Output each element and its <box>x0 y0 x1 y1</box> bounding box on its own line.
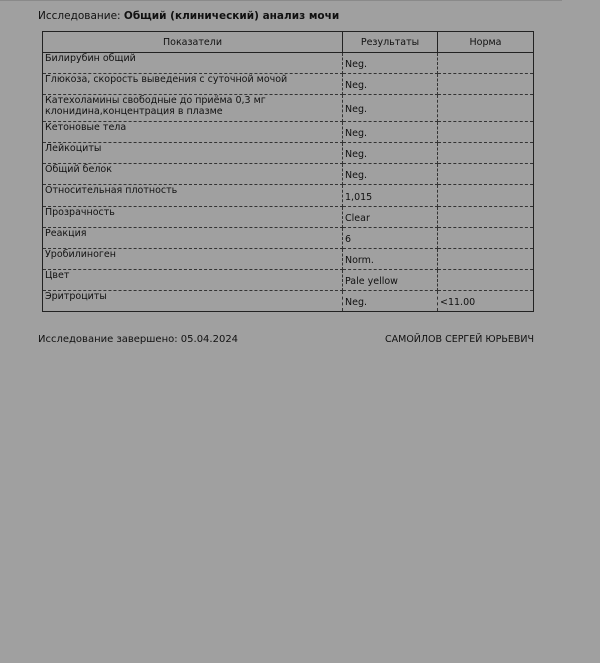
result-cell: Neg. <box>343 122 438 143</box>
table-row <box>43 249 534 270</box>
study-label: Исследование: <box>38 10 121 22</box>
result-cell: Neg. <box>343 143 438 164</box>
result-cell: Clear <box>343 207 438 228</box>
indicator-cell: Лейкоциты <box>43 143 343 164</box>
result-cell: Norm. <box>343 249 438 270</box>
norm-cell: <11.00 <box>438 291 534 312</box>
norm-cell <box>438 143 534 164</box>
norm-cell <box>438 95 534 122</box>
indicator-cell: Цвет <box>43 270 343 291</box>
norm-cell <box>438 228 534 249</box>
norm-cell <box>438 53 534 74</box>
completion-date: Исследование завершено: 05.04.2024 <box>38 334 239 345</box>
norm-cell <box>438 122 534 143</box>
norm-cell <box>438 270 534 291</box>
indicator-cell: Эритроциты <box>43 291 343 312</box>
indicator-cell: Кетоновые тела <box>43 122 343 143</box>
header-results: Результаты <box>343 32 438 53</box>
result-cell: Neg. <box>343 164 438 185</box>
norm-cell <box>438 164 534 185</box>
table-row <box>43 122 534 143</box>
indicator-cell: Билирубин общий <box>43 53 343 74</box>
norm-cell <box>438 185 534 207</box>
result-cell: Neg. <box>343 291 438 312</box>
table-row <box>43 270 534 291</box>
table-row <box>43 95 534 122</box>
table-row <box>43 228 534 249</box>
indicator-cell: Реакция <box>43 228 343 249</box>
result-cell: 1,015 <box>343 185 438 207</box>
result-cell: Pale yellow <box>343 270 438 291</box>
indicator-cell: Глюкоза, скорость выведения с суточной мочой <box>43 74 343 95</box>
indicator-cell: Общий белок <box>43 164 343 185</box>
header-norm: Норма <box>438 32 534 53</box>
table-row <box>43 185 534 207</box>
results-table <box>42 31 534 312</box>
result-cell: Neg. <box>343 95 438 122</box>
study-name: Общий (клинический) анализ мочи <box>123 10 340 22</box>
table-row <box>43 74 534 95</box>
table-row <box>43 207 534 228</box>
table-header-row <box>43 32 534 53</box>
norm-cell <box>438 249 534 270</box>
table-row <box>43 53 534 74</box>
study-title <box>38 10 339 22</box>
result-cell: Neg. <box>343 74 438 95</box>
result-cell: 6 <box>343 228 438 249</box>
table-row <box>43 291 534 312</box>
norm-cell <box>438 207 534 228</box>
result-cell: Neg. <box>343 53 438 74</box>
indicator-cell: Катехоламины свободные до приёма 0,3 мг клонидина,концентрация в плазме <box>43 95 343 122</box>
indicator-cell: Относительная плотность <box>43 185 343 207</box>
table-row <box>43 164 534 185</box>
table-row <box>43 143 534 164</box>
indicator-cell: Уробилиноген <box>43 249 343 270</box>
top-divider <box>0 0 562 1</box>
doctor-name: САМОЙЛОВ СЕРГЕЙ ЮРЬЕВИЧ <box>385 334 534 345</box>
header-indicators: Показатели <box>43 32 343 53</box>
norm-cell <box>438 74 534 95</box>
indicator-cell: Прозрачность <box>43 207 343 228</box>
